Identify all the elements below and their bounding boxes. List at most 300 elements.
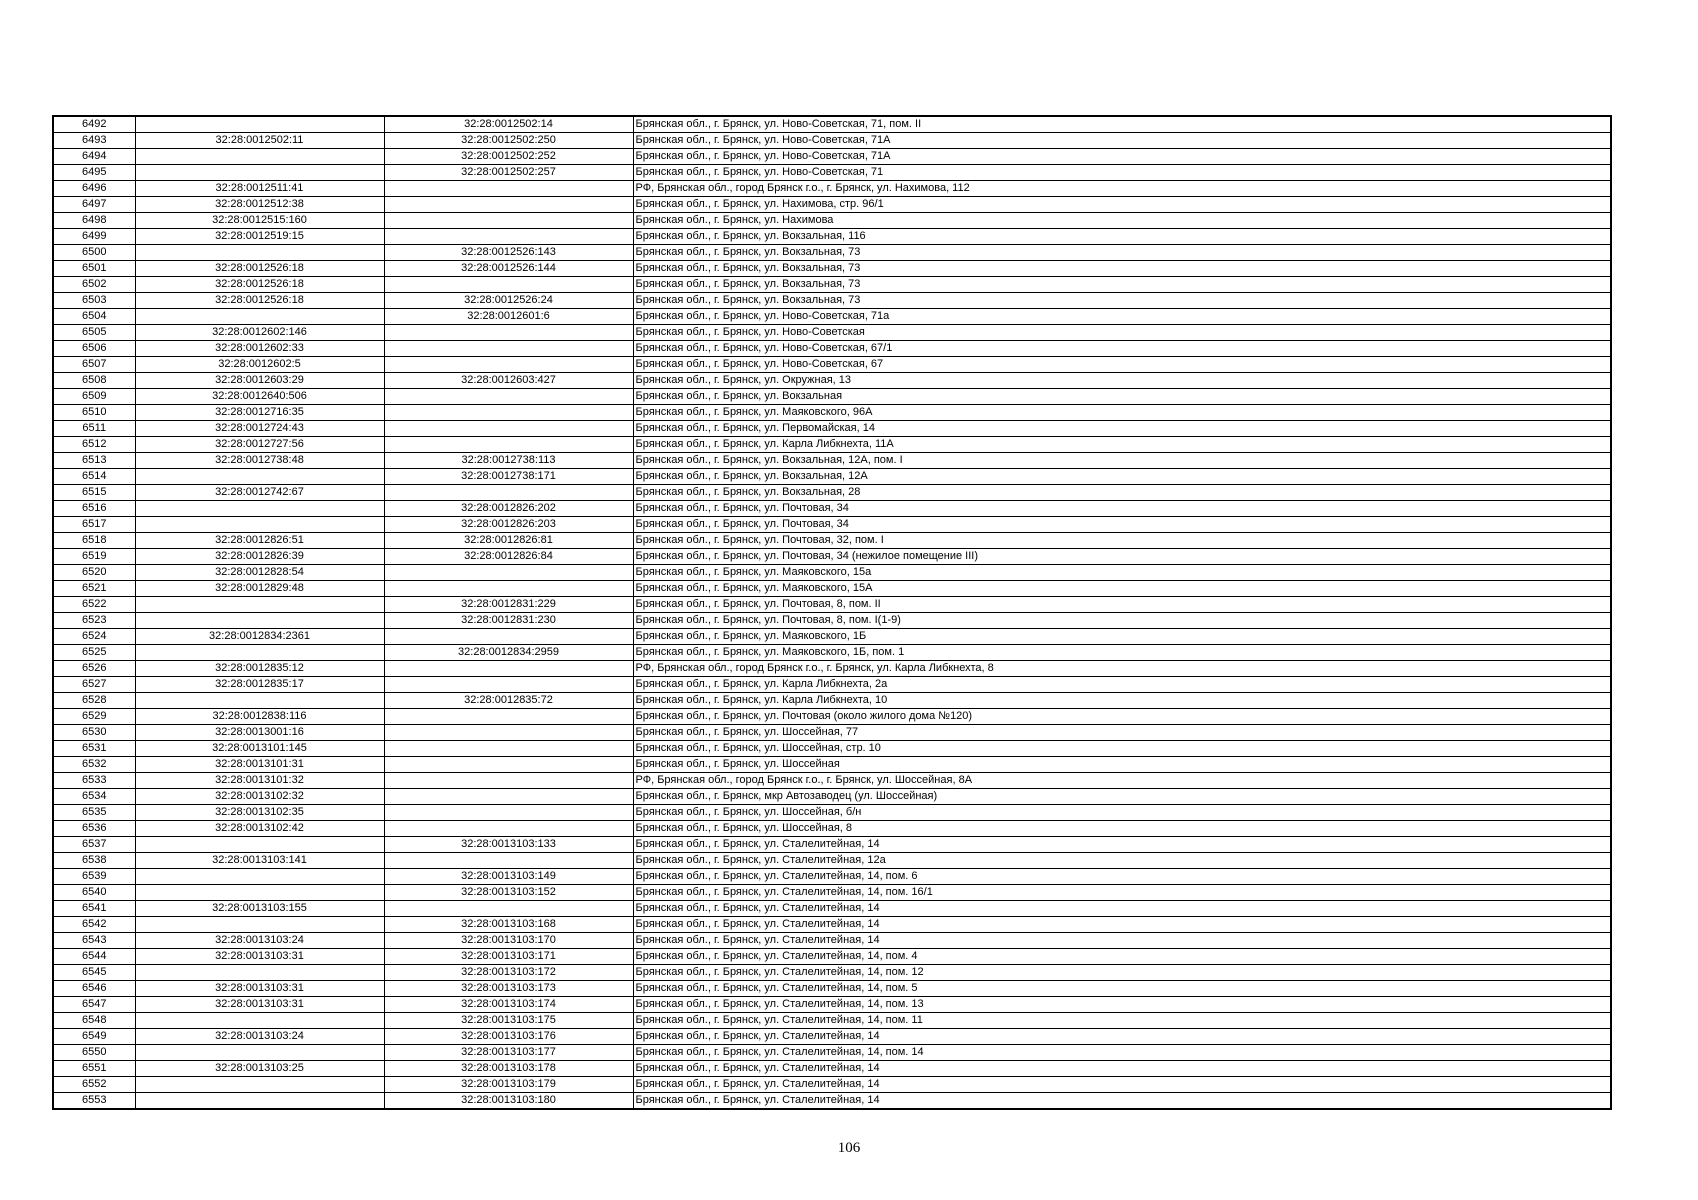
row-number-cell: 6538: [53, 853, 135, 869]
address-cell: Брянская обл., г. Брянск, ул. Сталелитейная, 14, пом. 13: [633, 997, 1611, 1013]
row-number-cell: 6500: [53, 245, 135, 261]
object-cadastral-number-cell: 32:28:0012834:2959: [384, 645, 633, 661]
object-cadastral-number-cell: [384, 821, 633, 837]
object-cadastral-number-cell: 32:28:0013103:178: [384, 1061, 633, 1077]
table-row: [53, 517, 1611, 533]
object-cadastral-number-cell: [384, 229, 633, 245]
land-cadastral-number-cell: 32:28:0012829:48: [135, 581, 384, 597]
object-cadastral-number-cell: 32:28:0013103:170: [384, 933, 633, 949]
table-row: [53, 597, 1611, 613]
land-cadastral-number-cell: [135, 645, 384, 661]
object-cadastral-number-cell: 32:28:0012831:230: [384, 613, 633, 629]
table-row: [53, 661, 1611, 677]
land-cadastral-number-cell: 32:28:0013102:42: [135, 821, 384, 837]
object-cadastral-number-cell: [384, 437, 633, 453]
land-cadastral-number-cell: 32:28:0013102:35: [135, 805, 384, 821]
address-cell: Брянская обл., г. Брянск, ул. Шоссейная, стр. 10: [633, 741, 1611, 757]
table-row: [53, 821, 1611, 837]
table-row: [53, 997, 1611, 1013]
row-number-cell: 6528: [53, 693, 135, 709]
row-number-cell: 6509: [53, 389, 135, 405]
land-cadastral-number-cell: 32:28:0012738:48: [135, 453, 384, 469]
row-number-cell: 6519: [53, 549, 135, 565]
land-cadastral-number-cell: [135, 837, 384, 853]
object-cadastral-number-cell: 32:28:0012502:257: [384, 165, 633, 181]
address-cell: Брянская обл., г. Брянск, ул. Карла Либкнехта, 2а: [633, 677, 1611, 693]
address-cell: Брянская обл., г. Брянск, ул. Сталелитейная, 14, пом. 12: [633, 965, 1611, 981]
row-number-cell: 6548: [53, 1013, 135, 1029]
table-row: [53, 469, 1611, 485]
object-cadastral-number-cell: 32:28:0012738:171: [384, 469, 633, 485]
row-number-cell: 6506: [53, 341, 135, 357]
table-row: [53, 789, 1611, 805]
table-row: [53, 309, 1611, 325]
object-cadastral-number-cell: 32:28:0012526:24: [384, 293, 633, 309]
address-cell: Брянская обл., г. Брянск, ул. Нахимова, стр. 96/1: [633, 197, 1611, 213]
registry-table: [52, 115, 1612, 1110]
object-cadastral-number-cell: [384, 853, 633, 869]
object-cadastral-number-cell: 32:28:0013103:133: [384, 837, 633, 853]
land-cadastral-number-cell: [135, 1093, 384, 1110]
table-row: [53, 533, 1611, 549]
address-cell: Брянская обл., г. Брянск, ул. Почтовая (около жилого дома №120): [633, 709, 1611, 725]
land-cadastral-number-cell: [135, 309, 384, 325]
address-cell: Брянская обл., г. Брянск, ул. Карла Либкнехта, 11А: [633, 437, 1611, 453]
address-cell: Брянская обл., г. Брянск, ул. Сталелитейная, 12а: [633, 853, 1611, 869]
table-row: [53, 1061, 1611, 1077]
table-row: [53, 949, 1611, 965]
land-cadastral-number-cell: 32:28:0013103:31: [135, 949, 384, 965]
land-cadastral-number-cell: 32:28:0013103:141: [135, 853, 384, 869]
table-row: [53, 1077, 1611, 1093]
land-cadastral-number-cell: 32:28:0013101:32: [135, 773, 384, 789]
address-cell: Брянская обл., г. Брянск, ул. Маяковского, 15А: [633, 581, 1611, 597]
object-cadastral-number-cell: 32:28:0012831:229: [384, 597, 633, 613]
table-row: [53, 501, 1611, 517]
land-cadastral-number-cell: 32:28:0012838:116: [135, 709, 384, 725]
table-row: [53, 229, 1611, 245]
table-row: [53, 1029, 1611, 1045]
table-row: [53, 677, 1611, 693]
object-cadastral-number-cell: [384, 485, 633, 501]
table-row: [53, 116, 1611, 133]
land-cadastral-number-cell: [135, 517, 384, 533]
address-cell: Брянская обл., г. Брянск, ул. Сталелитейная, 14, пом. 5: [633, 981, 1611, 997]
table-row: [53, 741, 1611, 757]
object-cadastral-number-cell: [384, 389, 633, 405]
table-row: [53, 853, 1611, 869]
land-cadastral-number-cell: 32:28:0013103:24: [135, 933, 384, 949]
row-number-cell: 6545: [53, 965, 135, 981]
address-cell: Брянская обл., г. Брянск, ул. Почтовая, 34: [633, 517, 1611, 533]
row-number-cell: 6516: [53, 501, 135, 517]
row-number-cell: 6494: [53, 149, 135, 165]
object-cadastral-number-cell: 32:28:0012502:250: [384, 133, 633, 149]
table-row: [53, 261, 1611, 277]
address-cell: Брянская обл., г. Брянск, ул. Сталелитейная, 14: [633, 837, 1611, 853]
address-cell: Брянская обл., г. Брянск, ул. Вокзальная, 12А, пом. I: [633, 453, 1611, 469]
table-row: [53, 869, 1611, 885]
object-cadastral-number-cell: 32:28:0013103:180: [384, 1093, 633, 1110]
row-number-cell: 6541: [53, 901, 135, 917]
land-cadastral-number-cell: 32:28:0013101:31: [135, 757, 384, 773]
address-cell: Брянская обл., г. Брянск, ул. Сталелитейная, 14: [633, 901, 1611, 917]
object-cadastral-number-cell: [384, 421, 633, 437]
row-number-cell: 6504: [53, 309, 135, 325]
page-number: 106: [837, 1140, 861, 1156]
land-cadastral-number-cell: [135, 917, 384, 933]
object-cadastral-number-cell: [384, 277, 633, 293]
address-cell: Брянская обл., г. Брянск, ул. Вокзальная, 12А: [633, 469, 1611, 485]
object-cadastral-number-cell: 32:28:0013103:173: [384, 981, 633, 997]
table-row: [53, 565, 1611, 581]
land-cadastral-number-cell: 32:28:0013103:24: [135, 1029, 384, 1045]
row-number-cell: 6530: [53, 725, 135, 741]
address-cell: Брянская обл., г. Брянск, ул. Шоссейная, б/н: [633, 805, 1611, 821]
land-cadastral-number-cell: 32:28:0012519:15: [135, 229, 384, 245]
table-row: [53, 405, 1611, 421]
table-row: [53, 917, 1611, 933]
land-cadastral-number-cell: 32:28:0012602:146: [135, 325, 384, 341]
address-cell: Брянская обл., г. Брянск, ул. Маяковского, 15а: [633, 565, 1611, 581]
address-cell: Брянская обл., г. Брянск, ул. Ново-Советская, 71А: [633, 149, 1611, 165]
land-cadastral-number-cell: 32:28:0013103:31: [135, 997, 384, 1013]
object-cadastral-number-cell: [384, 805, 633, 821]
land-cadastral-number-cell: 32:28:0012742:67: [135, 485, 384, 501]
address-cell: Брянская обл., г. Брянск, ул. Шоссейная: [633, 757, 1611, 773]
table-row: [53, 805, 1611, 821]
row-number-cell: 6551: [53, 1061, 135, 1077]
table-row: [53, 1045, 1611, 1061]
land-cadastral-number-cell: 32:28:0012526:18: [135, 261, 384, 277]
land-cadastral-number-cell: 32:28:0012835:17: [135, 677, 384, 693]
row-number-cell: 6529: [53, 709, 135, 725]
table-row: [53, 965, 1611, 981]
row-number-cell: 6533: [53, 773, 135, 789]
table-row: [53, 549, 1611, 565]
row-number-cell: 6547: [53, 997, 135, 1013]
address-cell: Брянская обл., г. Брянск, ул. Ново-Советская, 71а: [633, 309, 1611, 325]
object-cadastral-number-cell: 32:28:0013103:174: [384, 997, 633, 1013]
object-cadastral-number-cell: 32:28:0013103:152: [384, 885, 633, 901]
address-cell: Брянская обл., г. Брянск, ул. Почтовая, 32, пом. I: [633, 533, 1611, 549]
row-number-cell: 6534: [53, 789, 135, 805]
land-cadastral-number-cell: [135, 149, 384, 165]
object-cadastral-number-cell: [384, 725, 633, 741]
row-number-cell: 6497: [53, 197, 135, 213]
address-cell: Брянская обл., г. Брянск, ул. Вокзальная, 116: [633, 229, 1611, 245]
table-row: [53, 373, 1611, 389]
address-cell: Брянская обл., г. Брянск, ул. Сталелитейная, 14: [633, 917, 1611, 933]
land-cadastral-number-cell: 32:28:0013102:32: [135, 789, 384, 805]
address-cell: Брянская обл., г. Брянск, ул. Нахимова: [633, 213, 1611, 229]
object-cadastral-number-cell: 32:28:0012826:84: [384, 549, 633, 565]
table-row: [53, 453, 1611, 469]
address-cell: Брянская обл., г. Брянск, ул. Вокзальная, 73: [633, 293, 1611, 309]
row-number-cell: 6524: [53, 629, 135, 645]
land-cadastral-number-cell: [135, 501, 384, 517]
object-cadastral-number-cell: 32:28:0013103:172: [384, 965, 633, 981]
land-cadastral-number-cell: [135, 165, 384, 181]
address-cell: Брянская обл., г. Брянск, ул. Ново-Советская, 67: [633, 357, 1611, 373]
row-number-cell: 6498: [53, 213, 135, 229]
land-cadastral-number-cell: [135, 1013, 384, 1029]
row-number-cell: 6496: [53, 181, 135, 197]
registry-table-body: [53, 116, 1611, 1109]
land-cadastral-number-cell: [135, 965, 384, 981]
table-row: [53, 357, 1611, 373]
land-cadastral-number-cell: 32:28:0012512:38: [135, 197, 384, 213]
table-row: [53, 341, 1611, 357]
table-row: [53, 389, 1611, 405]
land-cadastral-number-cell: 32:28:0012835:12: [135, 661, 384, 677]
land-cadastral-number-cell: 32:28:0012526:18: [135, 293, 384, 309]
object-cadastral-number-cell: [384, 325, 633, 341]
row-number-cell: 6510: [53, 405, 135, 421]
row-number-cell: 6543: [53, 933, 135, 949]
address-cell: Брянская обл., г. Брянск, ул. Ново-Советская, 71, пом. II: [633, 116, 1611, 133]
row-number-cell: 6552: [53, 1077, 135, 1093]
row-number-cell: 6508: [53, 373, 135, 389]
table-row: [53, 837, 1611, 853]
table-row: [53, 485, 1611, 501]
land-cadastral-number-cell: 32:28:0012515:160: [135, 213, 384, 229]
land-cadastral-number-cell: 32:28:0013103:25: [135, 1061, 384, 1077]
object-cadastral-number-cell: [384, 789, 633, 805]
row-number-cell: 6505: [53, 325, 135, 341]
table-row: [53, 325, 1611, 341]
object-cadastral-number-cell: 32:28:0012826:81: [384, 533, 633, 549]
object-cadastral-number-cell: [384, 661, 633, 677]
table-row: [53, 437, 1611, 453]
address-cell: Брянская обл., г. Брянск, ул. Сталелитейная, 14, пом. 11: [633, 1013, 1611, 1029]
object-cadastral-number-cell: 32:28:0013103:168: [384, 917, 633, 933]
table-row: [53, 293, 1611, 309]
row-number-cell: 6535: [53, 805, 135, 821]
row-number-cell: 6522: [53, 597, 135, 613]
row-number-cell: 6493: [53, 133, 135, 149]
row-number-cell: 6518: [53, 533, 135, 549]
object-cadastral-number-cell: 32:28:0012835:72: [384, 693, 633, 709]
object-cadastral-number-cell: [384, 901, 633, 917]
land-cadastral-number-cell: 32:28:0013103:31: [135, 981, 384, 997]
land-cadastral-number-cell: [135, 116, 384, 133]
address-cell: Брянская обл., г. Брянск, ул. Шоссейная, 8: [633, 821, 1611, 837]
table-row: [53, 901, 1611, 917]
row-number-cell: 6501: [53, 261, 135, 277]
address-cell: Брянская обл., г. Брянск, ул. Шоссейная, 77: [633, 725, 1611, 741]
land-cadastral-number-cell: [135, 613, 384, 629]
table-row: [53, 773, 1611, 789]
row-number-cell: 6544: [53, 949, 135, 965]
address-cell: РФ, Брянская обл., город Брянск г.о., г. Брянск, ул. Шоссейная, 8А: [633, 773, 1611, 789]
address-cell: Брянская обл., г. Брянск, ул. Первомайская, 14: [633, 421, 1611, 437]
address-cell: Брянская обл., г. Брянск, ул. Сталелитейная, 14, пом. 14: [633, 1045, 1611, 1061]
table-row: [53, 885, 1611, 901]
object-cadastral-number-cell: 32:28:0013103:176: [384, 1029, 633, 1045]
land-cadastral-number-cell: [135, 1077, 384, 1093]
table-row: [53, 133, 1611, 149]
land-cadastral-number-cell: [135, 597, 384, 613]
object-cadastral-number-cell: [384, 405, 633, 421]
table-row: [53, 709, 1611, 725]
object-cadastral-number-cell: 32:28:0012601:6: [384, 309, 633, 325]
land-cadastral-number-cell: 32:28:0012826:39: [135, 549, 384, 565]
land-cadastral-number-cell: [135, 693, 384, 709]
address-cell: Брянская обл., г. Брянск, ул. Сталелитейная, 14: [633, 1077, 1611, 1093]
row-number-cell: 6553: [53, 1093, 135, 1110]
address-cell: Брянская обл., г. Брянск, ул. Окружная, 13: [633, 373, 1611, 389]
row-number-cell: 6550: [53, 1045, 135, 1061]
table-row: [53, 725, 1611, 741]
object-cadastral-number-cell: [384, 757, 633, 773]
table-row: [53, 181, 1611, 197]
address-cell: Брянская обл., г. Брянск, ул. Почтовая, 8, пом. I(1-9): [633, 613, 1611, 629]
object-cadastral-number-cell: 32:28:0012526:144: [384, 261, 633, 277]
object-cadastral-number-cell: [384, 741, 633, 757]
table-row: [53, 1093, 1611, 1110]
table-row: [53, 581, 1611, 597]
land-cadastral-number-cell: 32:28:0012603:29: [135, 373, 384, 389]
address-cell: Брянская обл., г. Брянск, ул. Сталелитейная, 14, пом. 4: [633, 949, 1611, 965]
address-cell: Брянская обл., г. Брянск, ул. Ново-Советская, 71: [633, 165, 1611, 181]
object-cadastral-number-cell: [384, 565, 633, 581]
address-cell: Брянская обл., г. Брянск, ул. Сталелитейная, 14, пом. 6: [633, 869, 1611, 885]
address-cell: Брянская обл., г. Брянск, ул. Вокзальная, 73: [633, 261, 1611, 277]
land-cadastral-number-cell: 32:28:0012727:56: [135, 437, 384, 453]
address-cell: Брянская обл., г. Брянск, ул. Почтовая, 8, пом. II: [633, 597, 1611, 613]
object-cadastral-number-cell: [384, 357, 633, 373]
address-cell: Брянская обл., г. Брянск, ул. Почтовая, 34 (нежилое помещение III): [633, 549, 1611, 565]
address-cell: Брянская обл., г. Брянск, ул. Маяковского, 1Б, пом. 1: [633, 645, 1611, 661]
land-cadastral-number-cell: [135, 885, 384, 901]
address-cell: Брянская обл., г. Брянск, ул. Почтовая, 34: [633, 501, 1611, 517]
row-number-cell: 6520: [53, 565, 135, 581]
object-cadastral-number-cell: 32:28:0013103:171: [384, 949, 633, 965]
object-cadastral-number-cell: [384, 773, 633, 789]
table-row: [53, 933, 1611, 949]
address-cell: Брянская обл., г. Брянск, ул. Сталелитейная, 14: [633, 1029, 1611, 1045]
object-cadastral-number-cell: 32:28:0012603:427: [384, 373, 633, 389]
table-row: [53, 757, 1611, 773]
address-cell: Брянская обл., г. Брянск, мкр Автозаводец (ул. Шоссейная): [633, 789, 1611, 805]
address-cell: Брянская обл., г. Брянск, ул. Карла Либкнехта, 10: [633, 693, 1611, 709]
table-row: [53, 1013, 1611, 1029]
object-cadastral-number-cell: 32:28:0012502:14: [384, 116, 633, 133]
address-cell: Брянская обл., г. Брянск, ул. Сталелитейная, 14: [633, 1093, 1611, 1110]
row-number-cell: 6511: [53, 421, 135, 437]
object-cadastral-number-cell: [384, 709, 633, 725]
object-cadastral-number-cell: 32:28:0012826:202: [384, 501, 633, 517]
table-row: [53, 613, 1611, 629]
land-cadastral-number-cell: 32:28:0013001:16: [135, 725, 384, 741]
address-cell: Брянская обл., г. Брянск, ул. Вокзальная: [633, 389, 1611, 405]
object-cadastral-number-cell: 32:28:0012738:113: [384, 453, 633, 469]
object-cadastral-number-cell: 32:28:0013103:177: [384, 1045, 633, 1061]
address-cell: Брянская обл., г. Брянск, ул. Ново-Советская, 71А: [633, 133, 1611, 149]
table-row: [53, 165, 1611, 181]
object-cadastral-number-cell: [384, 677, 633, 693]
address-cell: РФ, Брянская обл., город Брянск г.о., г. Брянск, ул. Нахимова, 112: [633, 181, 1611, 197]
address-cell: Брянская обл., г. Брянск, ул. Сталелитейная, 14: [633, 1061, 1611, 1077]
object-cadastral-number-cell: 32:28:0012826:203: [384, 517, 633, 533]
row-number-cell: 6495: [53, 165, 135, 181]
table-row: [53, 629, 1611, 645]
row-number-cell: 6526: [53, 661, 135, 677]
address-cell: Брянская обл., г. Брянск, ул. Сталелитейная, 14: [633, 933, 1611, 949]
row-number-cell: 6525: [53, 645, 135, 661]
row-number-cell: 6517: [53, 517, 135, 533]
row-number-cell: 6527: [53, 677, 135, 693]
row-number-cell: 6540: [53, 885, 135, 901]
table-row: [53, 645, 1611, 661]
address-cell: Брянская обл., г. Брянск, ул. Сталелитейная, 14, пом. 16/1: [633, 885, 1611, 901]
table-row: [53, 421, 1611, 437]
address-cell: Брянская обл., г. Брянск, ул. Вокзальная, 73: [633, 245, 1611, 261]
object-cadastral-number-cell: 32:28:0013103:179: [384, 1077, 633, 1093]
land-cadastral-number-cell: 32:28:0012724:43: [135, 421, 384, 437]
land-cadastral-number-cell: [135, 1045, 384, 1061]
row-number-cell: 6514: [53, 469, 135, 485]
table-row: [53, 245, 1611, 261]
row-number-cell: 6492: [53, 116, 135, 133]
land-cadastral-number-cell: 32:28:0012834:2361: [135, 629, 384, 645]
land-cadastral-number-cell: 32:28:0012826:51: [135, 533, 384, 549]
row-number-cell: 6515: [53, 485, 135, 501]
land-cadastral-number-cell: 32:28:0012511:41: [135, 181, 384, 197]
object-cadastral-number-cell: 32:28:0013103:149: [384, 869, 633, 885]
row-number-cell: 6512: [53, 437, 135, 453]
address-cell: Брянская обл., г. Брянск, ул. Маяковского, 1Б: [633, 629, 1611, 645]
object-cadastral-number-cell: [384, 213, 633, 229]
land-cadastral-number-cell: 32:28:0012602:5: [135, 357, 384, 373]
object-cadastral-number-cell: 32:28:0013103:175: [384, 1013, 633, 1029]
row-number-cell: 6546: [53, 981, 135, 997]
row-number-cell: 6521: [53, 581, 135, 597]
row-number-cell: 6532: [53, 757, 135, 773]
address-cell: РФ, Брянская обл., город Брянск г.о., г. Брянск, ул. Карла Либкнехта, 8: [633, 661, 1611, 677]
object-cadastral-number-cell: [384, 341, 633, 357]
object-cadastral-number-cell: [384, 629, 633, 645]
address-cell: Брянская обл., г. Брянск, ул. Ново-Советская, 67/1: [633, 341, 1611, 357]
row-number-cell: 6507: [53, 357, 135, 373]
object-cadastral-number-cell: [384, 581, 633, 597]
address-cell: Брянская обл., г. Брянск, ул. Маяковского, 96А: [633, 405, 1611, 421]
land-cadastral-number-cell: [135, 869, 384, 885]
land-cadastral-number-cell: [135, 245, 384, 261]
address-cell: Брянская обл., г. Брянск, ул. Вокзальная, 73: [633, 277, 1611, 293]
table-row: [53, 981, 1611, 997]
land-cadastral-number-cell: [135, 469, 384, 485]
row-number-cell: 6539: [53, 869, 135, 885]
land-cadastral-number-cell: 32:28:0012716:35: [135, 405, 384, 421]
address-cell: Брянская обл., г. Брянск, ул. Вокзальная, 28: [633, 485, 1611, 501]
object-cadastral-number-cell: [384, 181, 633, 197]
land-cadastral-number-cell: 32:28:0012602:33: [135, 341, 384, 357]
row-number-cell: 6503: [53, 293, 135, 309]
row-number-cell: 6542: [53, 917, 135, 933]
land-cadastral-number-cell: 32:28:0012502:11: [135, 133, 384, 149]
object-cadastral-number-cell: [384, 197, 633, 213]
row-number-cell: 6513: [53, 453, 135, 469]
row-number-cell: 6531: [53, 741, 135, 757]
table-row: [53, 693, 1611, 709]
land-cadastral-number-cell: 32:28:0012640:506: [135, 389, 384, 405]
row-number-cell: 6499: [53, 229, 135, 245]
land-cadastral-number-cell: 32:28:0013103:155: [135, 901, 384, 917]
row-number-cell: 6502: [53, 277, 135, 293]
row-number-cell: 6549: [53, 1029, 135, 1045]
